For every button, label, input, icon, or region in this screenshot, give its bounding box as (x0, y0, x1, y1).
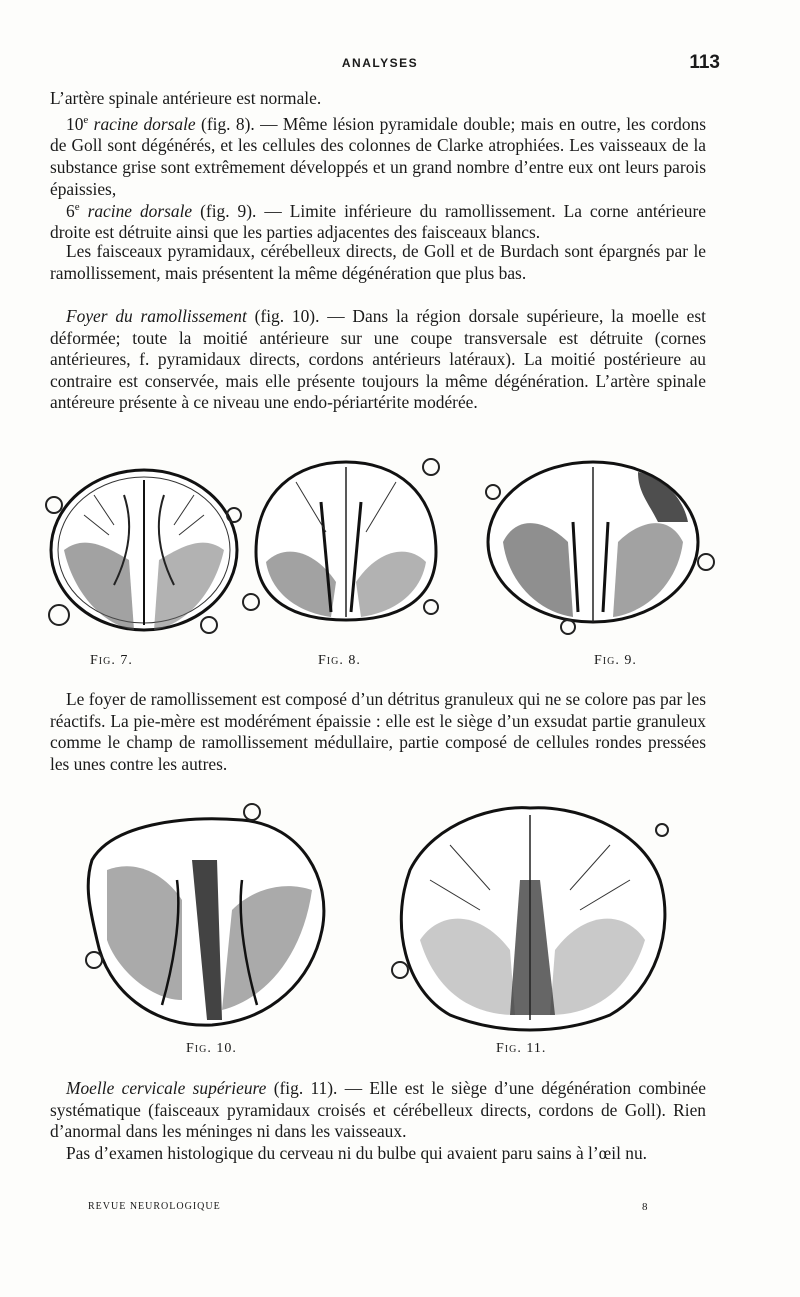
paragraph-4: Les faisceaux pyramidaux, cérébelleux directs, de Goll et de Burdach sont épargnés par le ramollissement, mais présentent la même dégénération que plus bas. (50, 241, 706, 283)
figure-9 (478, 452, 718, 637)
fig-9-caption: Fig. 9. (594, 653, 637, 668)
paragraph-1: L’artère spinale antérieure est normale. (50, 88, 322, 108)
journal-footer: REVUE NEUROLOGIQUE (88, 1201, 221, 1212)
fig-11-caption: Fig. 11. (496, 1041, 547, 1056)
paragraph-2: 10e racine dorsale (fig. 8). — Même lésion pyramidale double; mais en outre, les cordons de Goll sont dégénérés, et les cellules des colonnes de Clarke atrophiées. Les vaisseaux de la substance grise sont extrêmement développés et un grand nombre d’entre eux ont leurs parois épaissies, (50, 113, 706, 199)
paragraph-7: Moelle cervicale supérieure (fig. 11). — Elle est le siège d’une dégénération combinée systématique (faisceaux pyramidaux croisés et cérébelleux directs, cordons de Goll). Rien d’anormal dans les méninges ni dans les vaisseaux. (50, 1078, 706, 1142)
figure-7 (34, 455, 244, 645)
figure-11 (380, 800, 680, 1035)
paragraph-6: Le foyer de ramollissement est composé d’un détritus granuleux qui ne se colore pas par les réactifs. La pie-mère est modérément épaissie : elle est le siège d’un exsudat partie granuleux comme le champ de ramollissement médullaire, partie composé de cellules rondes pressées les unes contre les autres. (50, 689, 706, 774)
fig-8-caption: Fig. 8. (318, 653, 361, 668)
figure-10 (72, 800, 342, 1035)
paragraph-5: Foyer du ramollissement (fig. 10). — Dans la région dorsale supérieure, la moelle est déformée; toute la moitié antérieure sur une coupe transversale est détruite (cornes antérieures, f. pyramidaux directs, cordons antérieurs latéraux). La moitié postérieure au contraire est conservée, mais elle présente toujours la même dégénération. L’artère spinale antéreure présente à ce niveau une endo-périartérite modérée. (50, 306, 706, 413)
figure-8 (236, 452, 446, 627)
running-title: ANALYSES (341, 56, 419, 70)
fig-10-caption: Fig. 10. (186, 1041, 237, 1056)
page-header (50, 52, 720, 74)
paragraph-3: 6e racine dorsale (fig. 9). — Limite inférieure du ramollissement. La corne antérieure droite est détruite ainsi que les parties adjacentes des faisceaux blancs. (50, 200, 706, 243)
page-number: 113 (689, 52, 720, 73)
signature-mark: 8 (642, 1201, 648, 1213)
paragraph-8: Pas d’examen histologique du cerveau ni du bulbe qui avaient paru sains à l’œil nu. (66, 1143, 647, 1163)
fig-7-caption: Fig. 7. (90, 653, 133, 668)
